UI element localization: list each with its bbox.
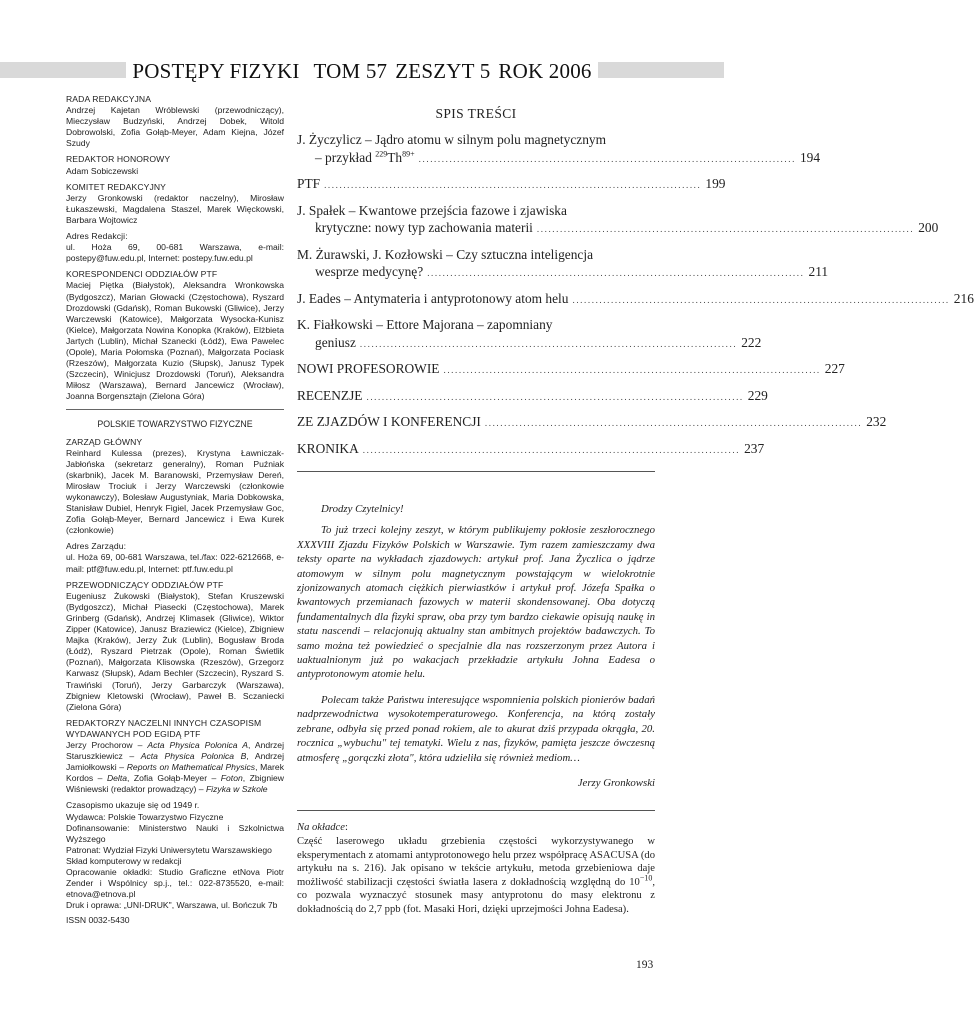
funding: Dofinansowanie: Ministerstwo Nauki i Szkolnictwa Wyższego xyxy=(66,822,284,844)
toc-title: SPIS TREŚCI xyxy=(435,106,517,121)
toc-page: 232 xyxy=(866,414,887,429)
zarzad-heading: ZARZĄD GŁÓWNY xyxy=(66,436,143,447)
komitet-members: Jerzy Gronkowski (redaktor naczelny), Mirosław Łukaszewski, Magdalena Staszel, Marek Więckowski, Barbara Wojtowicz xyxy=(66,192,284,225)
toc-entry[interactable]: PTF .................................................................................................. 199 xyxy=(297,176,726,191)
honor-editor: Adam Sobiczewski xyxy=(66,165,139,176)
cover-caption: Na okładce: Część laserowego układu grzebienia częstości wykorzystywanego w eksperymentach z atomami antyprotonowego helu przez współpracę ASACUSA (do artykułu na s. 216). Jak opisano w tekście artykułu, metoda grzebieniowa daje możliwość stabilizacji częstości światła lasera z dokładnością względną do $10^{-10}$, co pozwala wyznaczyć stosunek masy antyprotonu do masy elektronu z dokładnością do 2,7 ppb (fot. Masaki Hori, dzięki uprzejmości Johna Eadesa). xyxy=(297,822,655,915)
adres-redakcji-heading: Adres Redakcji: xyxy=(66,231,128,242)
year: ROK 2006 xyxy=(498,59,592,83)
przewodniczacy-list: Eugeniusz Żukowski (Białystok), Stefan Kruszewski (Bydgoszcz), Michał Piasecki (Częstochowa), Marek Grinberg (Gdańsk), Andrzej Klimasek (Gliwice), Wiktor Zipper (Katowice), Janusz Braziewicz (Kielce), Zbigniew Majka (Kraków), Jerzy Żuk (Lublin), Bogusław Broda (Łódź), Ryszard Pietrzak (Opole), Roman Świetlik (Poznań), Małgorzata Klisowska (Rzeszów), Grzegorz Karwasz (Słupsk), Adam Bechler (Szczecin), Ryszard S. Trawiński (Toruń), Jerzy Garbarczyk (Warszawa), Zbigniew Kletowski (Wrocław), Paweł B. Sczaniecki (Zielona Góra) xyxy=(66,590,284,712)
volume: TOM 57 xyxy=(313,59,388,83)
rada-heading: RADA REDAKCYJNA xyxy=(66,94,152,104)
toc-entry[interactable]: J. Życzylicz – Jądro atomu w silnym polu magnetycznym – przykład $^{229}Th^{89+}$ .................................................................................................. 194 xyxy=(297,132,821,165)
printing: Druk i oprawa: „UNI-DRUK", Warszawa, ul. Bończuk 7b xyxy=(66,900,278,911)
cover-design: Opracowanie okładki: Studio Graficzne etNova Piotr Zender i Wspólnicy sp.j., tel.: 022-8735520, e-mail: etnova@etnova.pl xyxy=(66,867,284,900)
divider xyxy=(297,810,655,811)
table-of-contents xyxy=(297,131,974,459)
adres-zarzadu-heading: Adres Zarządu: xyxy=(66,541,127,552)
przewodniczacy-heading: PRZEWODNICZĄCY ODDZIAŁÓW PTF xyxy=(66,579,224,590)
toc-page: 222 xyxy=(741,334,762,350)
letter-paragraph: To już trzeci kolejny zeszyt, w którym publikujemy pokłosie zeszłorocznego XXXVIII Zjazdu Fizyków Polskich w Warszawie. Tym razem zamieszczamy dwa teksty oparte na wykładach zjazdowych: artykuł prof. Jana Życzlica o jądrze atomowym w silnym polu magnetycznym powstającym w wielokrotnie zjonizowanych atomach ciężkich pierwiastków i artykuł prof. Józefa Spałka o kwantowych przemianach fazowych w materii skondensowanej. Oba dotyczą fundamentalnych dla fizyki spraw, oba przy tym bardzo ciekawie opisują naukę in statu nascendi – relacjonują aktualny stan ambitnych projektów badawczych. To samo można też powiedzieć o specjalnie dla nas rozszerzonym przez Autora i uaktualnionym już po wakacjach przekładzie artykułu Johna Eadesa o antyprotonowym atomie helu. xyxy=(297,524,655,681)
divider xyxy=(297,471,655,472)
toc-entry[interactable]: K. Fiałkowski – Ettore Majorana – zapomniany geniusz .................................................................................................. 222 xyxy=(297,317,762,350)
editor-letter xyxy=(297,502,655,790)
toc-page: 229 xyxy=(747,387,768,403)
toc-entry[interactable]: KRONIKA .................................................................................................. 237 xyxy=(297,440,765,456)
cover-label: Na okładce xyxy=(297,822,345,834)
toc-page: 194 xyxy=(799,149,821,165)
rada-members: Andrzej Kajetan Wróblewski (przewodniczący), Mieczysław Budzyński, Andrzej Dobek, Witold Dobrowolski, Zofia Gołąb-Meyer, Adam Kiejna, Józef Szudy xyxy=(66,105,284,149)
toc-entry[interactable]: NOWI PROFESOROWIE .................................................................................................. 227 xyxy=(297,361,845,376)
page-number: 193 xyxy=(636,959,654,971)
toc-entry[interactable]: RECENZJE .................................................................................................. 229 xyxy=(297,387,768,403)
redaktorzy-naczelni-list: Jerzy Prochorow – Acta Physica Polonica A, Andrzej Staruszkiewicz – Acta Physica Polonica B, Andrzej Jamiołkowski – Reports on Mathematical Physics, Marek Kordos – Delta, Zofia Gołąb-Meyer – Foton, Zbigniew Wiśniewski (redaktor prowadzący) – Fizyka w Szkole xyxy=(66,739,285,795)
zarzad-members: Reinhard Kulessa (prezes), Krystyna Ławniczak-Jabłońska (sekretarz generalny), Roman Puźniak (skarbnik), Jacek M. Baranowski, Przemysław Dereń, Mirosław Trociuk i Jerzy Warczewski (członkowie wykonawczy), Bolesław Augustyniak, Maria Dobkowska, Stanisław Dubiel, Henryk Figiel, Jacek Przemysław Goc, Zofia Gołąb-Meyer, Bernard Jancewicz i Ewa Kurek (członkowie) xyxy=(66,447,284,536)
toc-entry[interactable]: ZE ZJAZDÓW I KONFERENCJI .................................................................................................. 232 xyxy=(297,414,887,429)
letter-greeting: Drodzy Czytelnicy! xyxy=(321,503,404,515)
redaktorzy-naczelni-heading: REDAKTORZY NACZELNI INNYCH CZASOPISM WYDAWANYCH POD EGIDĄ PTF xyxy=(66,717,262,739)
divider xyxy=(66,409,284,410)
issue: ZESZYT 5 xyxy=(395,59,491,83)
typesetting: Skład komputerowy w redakcji xyxy=(66,855,182,866)
toc-entry[interactable]: J. Eades – Antymateria i antyprotonowy atom helu .................................................................................................. 216 xyxy=(297,290,974,306)
toc-entry[interactable]: J. Spałek – Kwantowe przejścia fazowe i zjawiska krytyczne: nowy typ zachowania materii .................................................................................................. 200 xyxy=(297,202,939,235)
toc-page: 216 xyxy=(953,290,974,306)
letter-paragraph: Polecam także Państwu interesujące wspomnienia polskich pionierów badań nadprzewodnictwa wysokotemperaturowego. Konferencja, na którą zostały zebrane, odbyła się przed ponad rokiem, ale to akurat dziś przypada okrągła, 20. rocznica „wybuchu" tej tematyki. Wielu z nas, fizyków, pamięta jeszcze ówczesną atmosferę „gorączki złota", która udzieliła się również mediom… xyxy=(297,693,655,764)
adres-zarzadu: ul. Hoża 69, 00-681 Warszawa, tel./fax: 022-6212668, e-mail: ptf@fuw.edu.pl, Internet: ptf.fuw.edu.pl xyxy=(66,552,284,574)
toc-page: 211 xyxy=(808,264,829,279)
letter-signature: Jerzy Gronkowski xyxy=(577,776,655,789)
publication-since: Czasopismo ukazuje się od 1949 r. xyxy=(66,800,200,811)
journal-title: POSTĘPY FIZYKI xyxy=(132,59,300,83)
toc-page: 200 xyxy=(918,220,939,235)
korespondenci-heading: KORESPONDENCI ODDZIAŁÓW PTF xyxy=(66,269,218,280)
komitet-heading: KOMITET REDAKCYJNY xyxy=(66,181,167,192)
toc-entry[interactable]: M. Żurawski, J. Kozłowski – Czy sztuczna inteligencja wesprze medycynę? .................................................................................................. 211 xyxy=(297,246,829,279)
toc-page: 227 xyxy=(824,361,845,376)
publisher: Wydawca: Polskie Towarzystwo Fizyczne xyxy=(66,811,224,822)
toc-page: 199 xyxy=(705,176,726,191)
korespondenci-list: Maciej Piętka (Białystok), Aleksandra Wronkowska (Bydgoszcz), Marian Głowacki (Częstochowa), Ryszard Drozdowski (Gdańsk), Roman Bukowski (Gliwice), Jerzy Warczewski (Katowice), Małgorzata Wysocka-Kunisz (Kielce), Małgorzata Nowina Konopka (Kraków), Elżbieta Jartych (Lublin), Michał Szanecki (Łódź), Ewa Pawelec (Opole), Maria Połomska (Poznań), Małgorzata Pociask (Rzeszów), Małgorzata Kuzio (Słupsk), Janusz Typek (Szczecin), Winicjusz Drozdowski (Toruń), Aleksandra Miłosz (Warszawa), Bernard Jancewicz (Wrocław), Joanna Borgensztajn (Zielona Góra) xyxy=(66,280,284,402)
ptf-title: POLSKIE TOWARZYSTWO FIZYCZNE xyxy=(97,419,253,430)
adres-redakcji: ul. Hoża 69, 00-681 Warszawa, e-mail: postepy@fuw.edu.pl, Internet: postepy.fuw.edu.pl xyxy=(66,242,284,264)
patronage: Patronat: Wydział Fizyki Uniwersytetu Warszawskiego xyxy=(66,844,272,855)
issn: ISSN 0032-5430 xyxy=(66,915,130,926)
editorial-board-column xyxy=(66,94,284,926)
toc-page: 237 xyxy=(744,440,765,456)
contents-column xyxy=(297,106,974,916)
honor-heading: REDAKTOR HONOROWY xyxy=(66,154,171,165)
masthead xyxy=(0,58,724,84)
